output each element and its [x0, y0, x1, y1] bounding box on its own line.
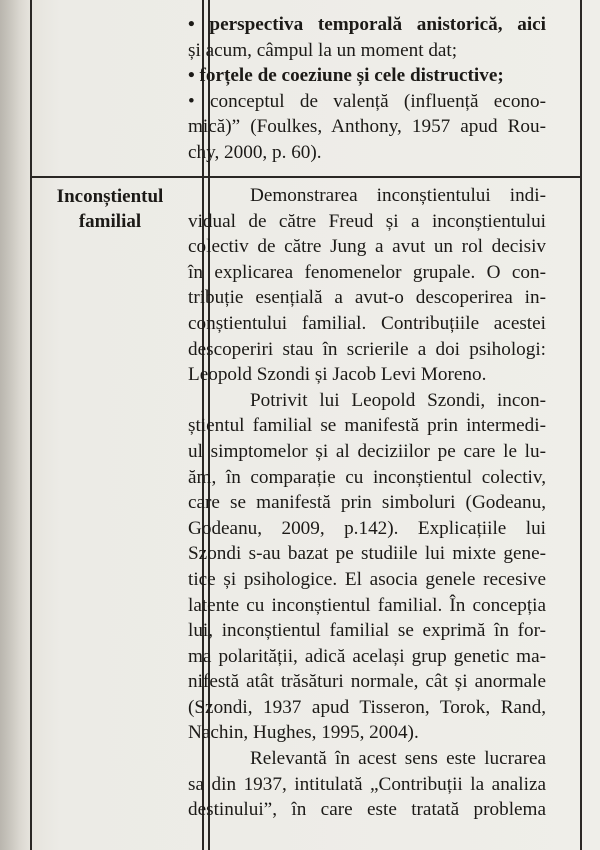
section-body [188, 183, 546, 823]
text-line: latente cu inconștientul familial. În concepția [188, 594, 546, 616]
table-right-border [580, 0, 582, 850]
text-line: și acum, câmpul la un moment dat; [188, 39, 458, 61]
text-line: tribuție esențială a avut-o descoperirea in- [188, 287, 546, 309]
text-line: Potrivit lui Leopold Szondi, incon- [250, 389, 546, 411]
text-line: în explicarea fenomenelor grupale. O con- [188, 261, 546, 283]
text-line: Demonstrarea inconștientului indi- [250, 185, 546, 206]
heading-line: Inconștientul [56, 186, 164, 207]
text-line: descoperiri stau în scrierile a doi psihologi: [188, 338, 546, 360]
text-line: mică)” (Foulkes, Anthony, 1957 apud Rou- [188, 116, 546, 138]
text-line: sa din 1937, intitulată „Contribuții la analiza [188, 773, 546, 795]
text-line: • forțele de coeziune și cele distructive; [188, 65, 504, 87]
text-line: care se manifestă prin simboluri (Godeanu, [188, 492, 546, 514]
text-line: ma polarității, adică același grup genetic ma- [188, 645, 546, 667]
text-line: vidual de către Freud și a inconștientului [188, 210, 546, 232]
table-left-border [30, 0, 32, 850]
page-gutter-shadow [0, 0, 30, 850]
text-line: tice și psihologice. El asocia genele recesive [188, 568, 546, 590]
text-line: Szondi s-au bazat pe studiile lui mixte gene- [188, 543, 546, 565]
text-line: chy, 2000, p. 60). [188, 141, 322, 163]
text-line: conștientului familial. Contribuțiile acestei [188, 312, 546, 334]
text-line: ul simptomelor și al deciziilor pe care le lu- [188, 440, 546, 462]
text-line: Relevantă în acest sens este lucrarea [250, 748, 546, 770]
text-line: Nachin, Hughes, 1995, 2004). [188, 722, 419, 744]
text-line: nifestă atât trăsături normale, cât și anormale [188, 671, 546, 693]
text-line: lui, inconștientul familial se exprimă în for- [188, 620, 546, 642]
text-line: Godeanu, 2009, p.142). Explicațiile lui [188, 517, 546, 539]
text-line: colectiv de către Jung a avut un rol decisiv [188, 236, 546, 258]
row-separator [30, 176, 582, 178]
text-line: ăm, în comparație cu inconștientul colectiv, [188, 466, 546, 488]
text-line: destinului”, în care este tratată problema [188, 799, 546, 821]
top-cell-text [188, 12, 546, 166]
text-line: Leopold Szondi și Jacob Levi Moreno. [188, 364, 487, 386]
text-line: • conceptul de valență (influență econo- [188, 90, 546, 112]
text-line: • perspectiva temporală anistorică, aici [188, 14, 546, 35]
section-heading [40, 184, 180, 234]
text-line: (Szondi, 1937 apud Tisseron, Torok, Rand, [188, 696, 546, 718]
heading-line: familial [78, 211, 142, 232]
text-line: știentul familial se manifestă prin intermedi- [188, 415, 546, 437]
